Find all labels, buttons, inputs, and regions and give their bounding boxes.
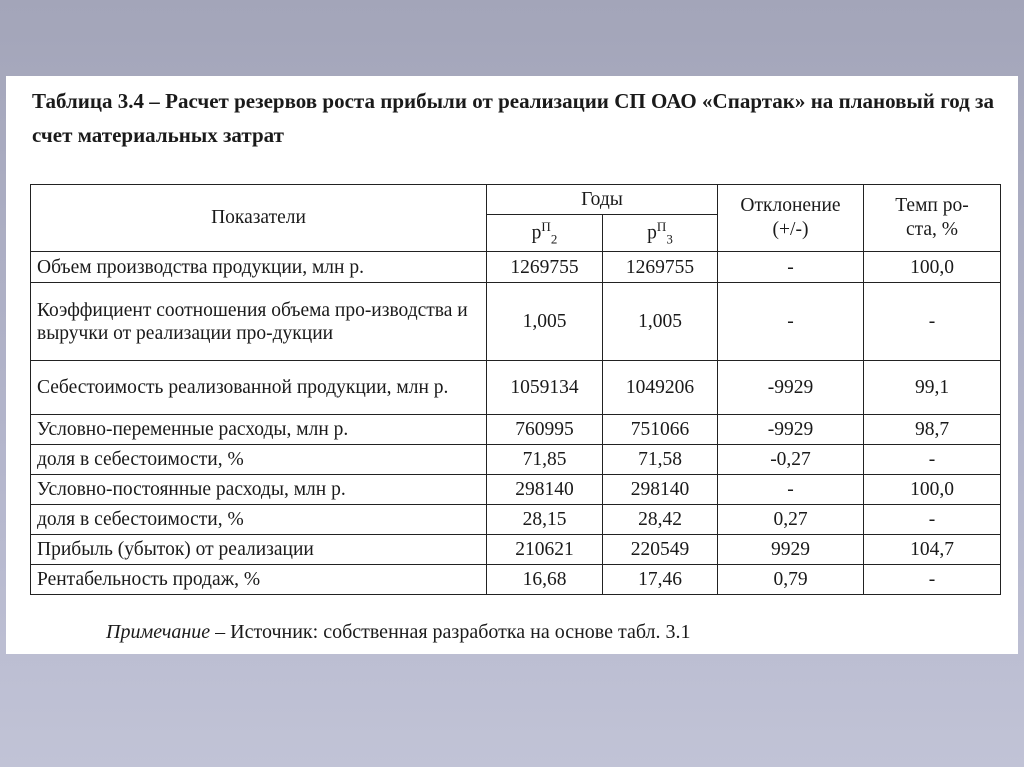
cell-deviation: -9929 <box>718 415 864 445</box>
table-note <box>106 621 691 644</box>
header-deviation-line2: (+/-) <box>772 219 809 241</box>
header-indicators: Показатели <box>31 185 487 252</box>
cell-growth: - <box>864 283 1001 361</box>
cell-p2: 1059134 <box>487 361 603 415</box>
table-row <box>31 252 1001 283</box>
header-deviation <box>718 185 864 252</box>
header-growth-line1: Темп ро- <box>895 195 969 217</box>
cell-p2: 210621 <box>487 535 603 565</box>
header-rp3-base: р <box>647 222 657 244</box>
header-rp3 <box>603 215 718 252</box>
header-growth <box>864 185 1001 252</box>
cell-p3: 17,46 <box>603 565 718 595</box>
cell-p2: 298140 <box>487 475 603 505</box>
cell-p2: 1269755 <box>487 252 603 283</box>
table-row <box>31 535 1001 565</box>
slide <box>6 76 1018 654</box>
header-rp3-sub: 3 <box>666 231 673 247</box>
cell-p3: 220549 <box>603 535 718 565</box>
cell-deviation: 0,79 <box>718 565 864 595</box>
cell-p3: 298140 <box>603 475 718 505</box>
row-label: Рентабельность продаж, % <box>31 565 487 595</box>
row-label: Условно-переменные расходы, млн р. <box>31 415 487 445</box>
cell-growth: - <box>864 505 1001 535</box>
note-text: – Источник: собственная разработка на основе табл. 3.1 <box>210 621 691 643</box>
table-title: Таблица 3.4 – Расчет резервов роста прибыли от реализации СП ОАО «Спартак» на плановый год за счет материальных затрат <box>32 89 994 147</box>
row-label: доля в себестоимости, % <box>31 505 487 535</box>
cell-growth: - <box>864 565 1001 595</box>
cell-deviation: -9929 <box>718 361 864 415</box>
cell-p2: 71,85 <box>487 445 603 475</box>
cell-deviation: - <box>718 252 864 283</box>
row-label: Коэффициент соотношения объема про-изводства и выручки от реализации про-дукции <box>31 283 487 361</box>
row-label: Условно-постоянные расходы, млн р. <box>31 475 487 505</box>
cell-growth: 100,0 <box>864 475 1001 505</box>
table-row <box>31 361 1001 415</box>
row-label: Себестоимость реализованной продукции, млн р. <box>31 361 487 415</box>
table-row <box>31 283 1001 361</box>
header-rp2-sup: П <box>541 219 551 234</box>
cell-deviation: 9929 <box>718 535 864 565</box>
table-row <box>31 415 1001 445</box>
cell-p3: 1,005 <box>603 283 718 361</box>
table-row <box>31 445 1001 475</box>
cell-p2: 760995 <box>487 415 603 445</box>
row-label: доля в себестоимости, % <box>31 445 487 475</box>
header-rp3-sup: П <box>656 219 667 234</box>
cell-p2: 28,15 <box>487 505 603 535</box>
cell-p3: 1049206 <box>603 361 718 415</box>
cell-p3: 71,58 <box>603 445 718 475</box>
row-label: Объем производства продукции, млн р. <box>31 252 487 283</box>
cell-deviation: 0,27 <box>718 505 864 535</box>
cell-p2: 1,005 <box>487 283 603 361</box>
header-years: Годы <box>487 185 718 215</box>
header-growth-line2: ста, % <box>905 219 959 241</box>
table-row <box>31 475 1001 505</box>
cell-growth: 99,1 <box>864 361 1001 415</box>
cell-growth: 100,0 <box>864 252 1001 283</box>
cell-deviation: -0,27 <box>718 445 864 475</box>
cell-growth: 104,7 <box>864 535 1001 565</box>
table-row <box>31 505 1001 535</box>
cell-p3: 1269755 <box>603 252 718 283</box>
cell-p2: 16,68 <box>487 565 603 595</box>
header-rp2 <box>487 215 603 252</box>
row-label: Прибыль (убыток) от реализации <box>31 535 487 565</box>
cell-growth: 98,7 <box>864 415 1001 445</box>
cell-p3: 751066 <box>603 415 718 445</box>
header-rp2-base: р <box>531 222 542 244</box>
reserves-table <box>30 184 1001 595</box>
header-rp2-sub: 2 <box>550 231 558 247</box>
cell-growth: - <box>864 445 1001 475</box>
cell-p3: 28,42 <box>603 505 718 535</box>
note-label: Примечание <box>106 621 211 643</box>
cell-deviation: - <box>718 283 864 361</box>
cell-deviation: - <box>718 475 864 505</box>
header-deviation-line1: Отклонение <box>740 195 841 217</box>
table-row <box>31 565 1001 595</box>
